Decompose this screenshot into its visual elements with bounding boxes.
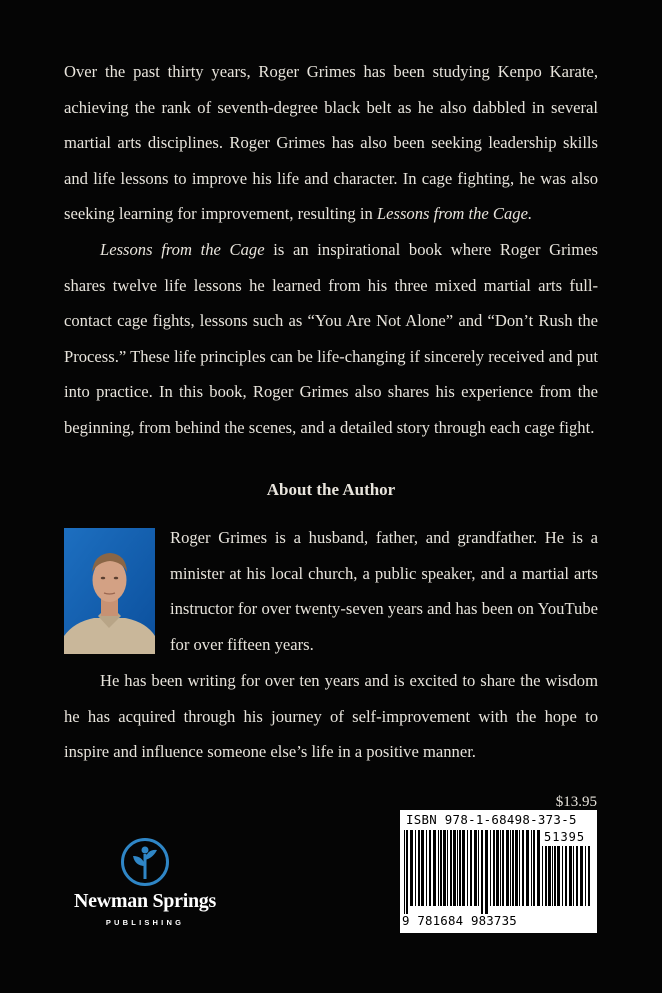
barcode-bar (542, 846, 543, 906)
author-bio-paragraph-2: He has been writing for over ten years and is excited to share the wisdom he has acquired through his journey of self-improvement with the hope to inspire and influence someone else’s life in a positive manner. (64, 671, 598, 762)
publisher-logo (60, 832, 230, 932)
barcode-bar (415, 830, 416, 906)
barcode-bar (404, 830, 405, 914)
barcode-bar (585, 846, 586, 906)
barcode-bar (588, 846, 590, 906)
barcode-bar (457, 830, 458, 906)
barcode-bar (512, 830, 514, 906)
barcode-bar (453, 830, 456, 906)
author-bio-paragraph-1: Roger Grimes is a husband, father, and grandfather. He is a minister at his local church, a public speaker, and a martial arts instructor for over twenty-seven years and has been on YouTube for over fifteen years. (170, 528, 598, 654)
book-title-italic: Lessons from the Cage (100, 240, 265, 259)
barcode-bar (548, 846, 551, 906)
barcode-bar (562, 846, 563, 906)
barcode-bar (443, 830, 446, 906)
barcode-bar (554, 846, 556, 906)
barcode-bar (462, 830, 465, 906)
barcode-bar (474, 830, 477, 906)
barcode-bar (522, 830, 524, 906)
barcode-bar (557, 846, 560, 906)
description-paragraph-2 (64, 232, 598, 446)
barcode-bar (500, 830, 501, 906)
barcode-bars (404, 830, 540, 914)
barcode-bar (490, 830, 491, 906)
barcode-bar (470, 830, 472, 906)
barcode-bar (440, 830, 442, 906)
barcode-bar (576, 846, 578, 906)
barcode-bar (481, 830, 483, 914)
isbn-barcode (400, 810, 597, 933)
barcode-bar (533, 830, 535, 906)
barcode-bar (526, 830, 529, 906)
barcode-bar (426, 830, 427, 906)
barcode-bar (459, 830, 461, 906)
barcode-bar (569, 846, 572, 906)
publisher-subtitle: PUBLISHING (105, 918, 185, 927)
barcode-bar (406, 830, 408, 914)
about-author-heading: About the Author (266, 480, 396, 499)
barcode-bar (531, 830, 532, 906)
barcode-bar (493, 830, 495, 906)
addon-barcode-bars (542, 846, 592, 914)
book-title-italic: Lessons from the Cage. (376, 204, 533, 224)
ean-digits: 9 781684 983735 (402, 913, 517, 928)
barcode-bar (506, 830, 509, 906)
barcode-bar (410, 830, 413, 906)
barcode-bar (478, 830, 479, 906)
barcode-bar (545, 846, 547, 906)
sprout-circle-icon (119, 836, 171, 888)
isbn-text: ISBN 978-1-68498-373-5 (406, 812, 577, 827)
barcode-bar (565, 846, 567, 906)
barcode-bar (573, 846, 574, 906)
barcode-bar (433, 830, 436, 906)
barcode-bar (467, 830, 468, 906)
barcode-bar (485, 830, 488, 914)
description-text: Over the past thirty years, Roger Grimes has been studying Kenpo Karate, achieving the rank of seventh-degree black belt as he also dabbled in several martial arts disciplines. Roger Grimes has also been seeking leadership skills and life lessons to improve his life and character. In cage fighting, he was also seeking learning for improvement, resulting in (64, 62, 598, 224)
author-photo (64, 528, 155, 654)
barcode-bar (421, 830, 424, 906)
barcode-bar (510, 830, 511, 906)
description-paragraph-1 (64, 54, 598, 232)
barcode-bar (496, 830, 499, 906)
barcode-bar (447, 830, 448, 906)
barcode-bar (450, 830, 452, 906)
barcode-bar (418, 830, 420, 906)
barcode-bar (552, 846, 553, 906)
barcode-bar (438, 830, 439, 906)
barcode-bar (519, 830, 520, 906)
price-label: $13.95 (555, 794, 597, 810)
description-text: is an inspirational book where Roger Grimes shares twelve life lessons he learned from his three mixed martial arts full-contact cage fights, lessons such as “You Are Not Alone” and “Don’t Rush the Process.” These life principles can be life-changing if sincerely received and put into practice. In this book, Roger Grimes also shares his experience from the beginning, from behind the scenes, and a detailed story through each cage fight. (64, 240, 598, 437)
barcode-bar (580, 846, 583, 906)
addon-digits: 51395 (544, 830, 586, 844)
publisher-name: Newman Springs (74, 890, 216, 912)
barcode-bar (429, 830, 431, 906)
barcode-bar (537, 830, 540, 906)
barcode-bar (515, 830, 518, 906)
barcode-bar (502, 830, 504, 906)
